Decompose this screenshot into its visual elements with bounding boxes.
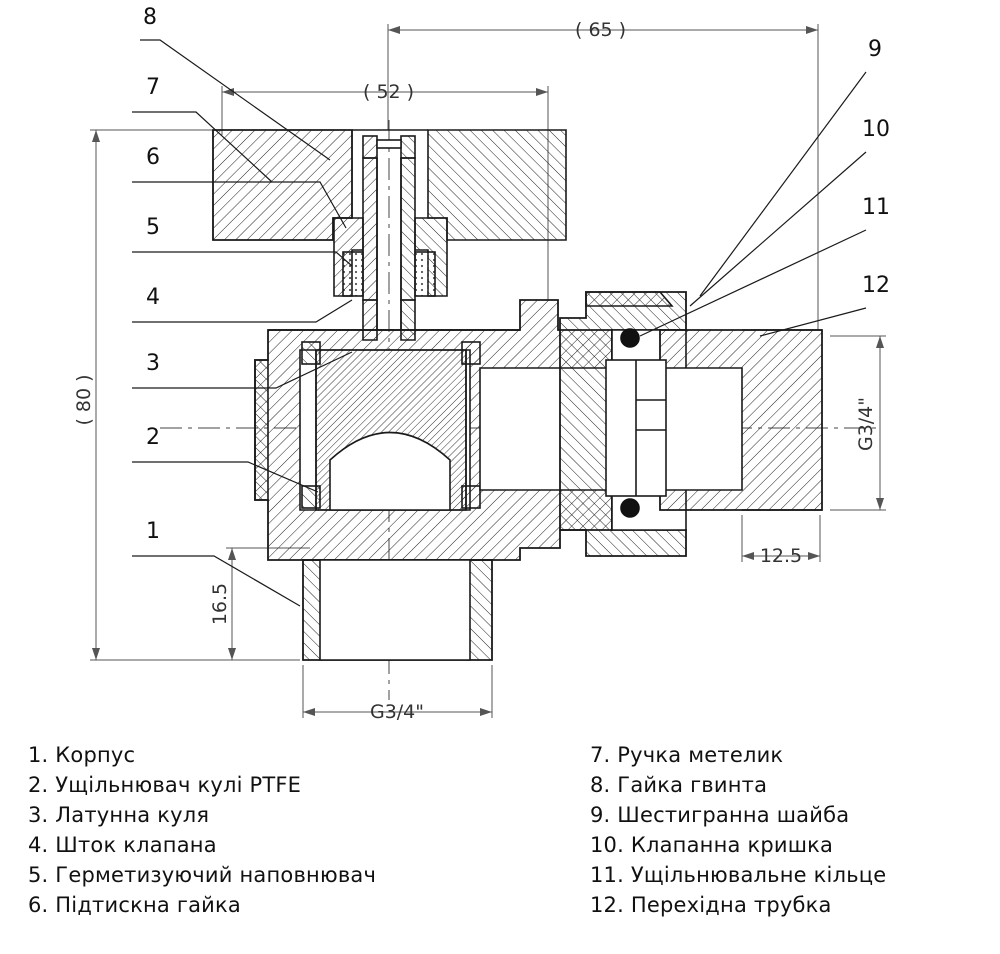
- callout-2: 2: [146, 425, 160, 450]
- hex-washer: [586, 292, 672, 306]
- legend-item: 5. Герметизуючий наповнювач: [28, 863, 377, 887]
- callout-1: 1: [146, 519, 160, 544]
- legend-item: 11. Ущільнювальне кільце: [590, 863, 887, 887]
- legend-item: 1. Корпус: [28, 743, 136, 767]
- legend-column-left: [28, 740, 500, 954]
- dim-len-52: ( 52 ): [363, 81, 415, 103]
- screw-nut: [363, 136, 415, 158]
- legend-item: 4. Шток клапана: [28, 833, 217, 857]
- callout-10: 10: [862, 117, 890, 142]
- callout-6: 6: [146, 145, 160, 170]
- dim-height-80: ( 80 ): [73, 374, 95, 426]
- callout-5: 5: [146, 215, 160, 240]
- callout-12: 12: [862, 273, 890, 298]
- dim-thread-right: G3/4": [855, 396, 877, 452]
- legend-column-right: [500, 740, 972, 954]
- callout-9: 9: [868, 37, 882, 62]
- legend-item: 7. Ручка метелик: [590, 743, 784, 767]
- legend-item: 3. Латунна куля: [28, 803, 210, 827]
- dim-height-16-5: 16.5: [209, 582, 231, 626]
- legend-item: 9. Шестигранна шайба: [590, 803, 850, 827]
- callout-4: 4: [146, 285, 160, 310]
- parts-legend: [0, 730, 1000, 954]
- dim-len-65: ( 65 ): [575, 19, 627, 41]
- dim-thread-bottom: G3/4": [369, 701, 425, 723]
- legend-item: 6. Підтискна гайка: [28, 893, 241, 917]
- legend-item: 2. Ущільнювач кулі PTFE: [28, 773, 302, 797]
- callout-8: 8: [143, 5, 157, 30]
- callout-7: 7: [146, 75, 160, 100]
- callout-11: 11: [862, 195, 890, 220]
- legend-item: 10. Клапанна кришка: [590, 833, 834, 857]
- dim-len-12-5: 12.5: [759, 545, 803, 567]
- callout-3: 3: [146, 351, 160, 376]
- brass-ball: [316, 350, 466, 510]
- legend-item: 12. Перехідна трубка: [590, 893, 832, 917]
- legend-item: 8. Гайка гвинта: [590, 773, 768, 797]
